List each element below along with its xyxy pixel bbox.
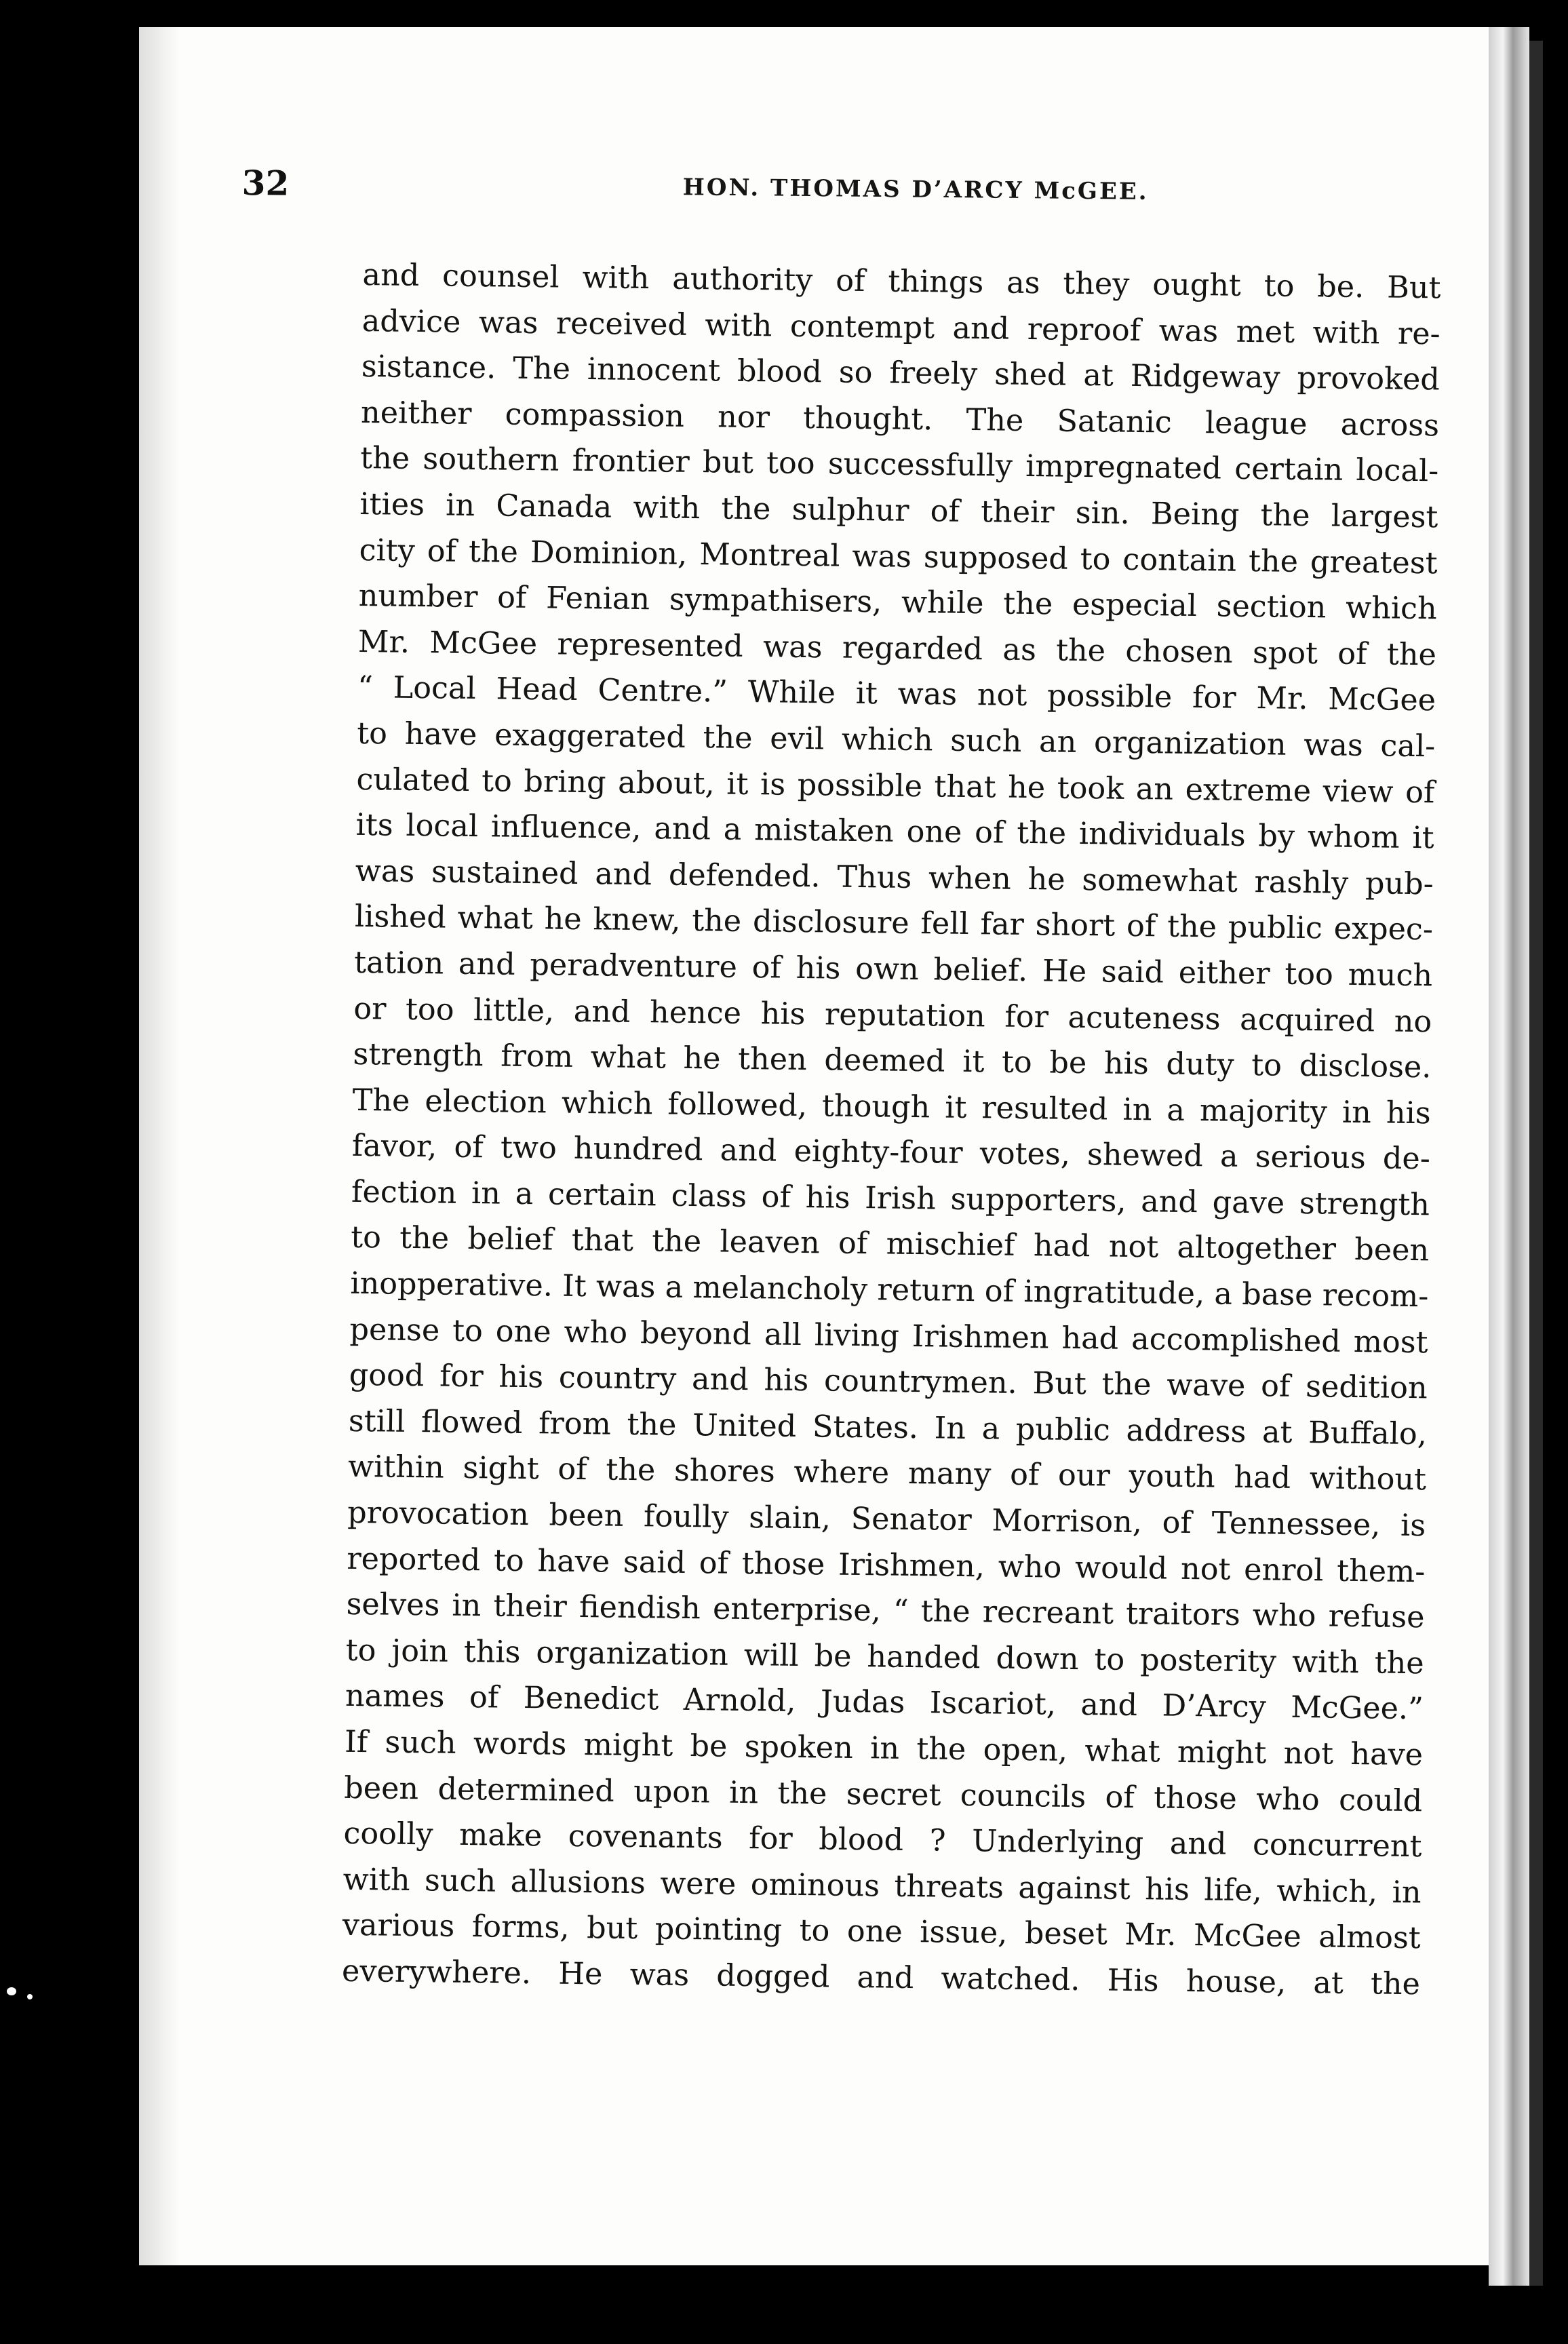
scan-speck xyxy=(7,1987,16,1995)
text-line: names of Benedict Arnold, Judas Iscariot, and D’Arcy McGee.” xyxy=(345,1679,1424,1727)
text-line: number of Fenian sympathisers, while the especial section which xyxy=(358,579,1438,627)
text-line: city of the Dominion, Montreal was supposed to contain the greatest xyxy=(359,532,1438,581)
text-line: ities in Canada with the sulphur of their sin. Being the largest xyxy=(359,486,1438,535)
text-line: was sustained and defended. Thus when he somewhat rashly pub- xyxy=(355,853,1434,902)
text-line: to have exaggerated the evil which such an organization was cal- xyxy=(357,716,1436,764)
text-line: been determined upon in the secret councils of those who could xyxy=(344,1770,1423,1818)
body-text xyxy=(342,252,1441,2008)
text-line: pense to one who beyond all living Irishmen had accomplished most xyxy=(349,1312,1428,1360)
text-line: favor, of two hundred and eighty-four votes, shewed a serious de- xyxy=(351,1129,1431,1177)
page-number: 32 xyxy=(241,163,290,203)
text-line: good for his country and his countrymen. But the wave of sedition xyxy=(349,1358,1428,1406)
text-line: coolly make covenants for blood ? Underlying and concurrent xyxy=(343,1816,1422,1864)
text-line: culated to bring about, it is possible that he took an extreme view of xyxy=(356,762,1435,810)
page-stack-edge xyxy=(1489,27,1529,2286)
text-line: tation and peradventure of his own belief. He said either too much xyxy=(353,945,1433,994)
text-line: advice was received with contempt and reproof was met with re- xyxy=(361,303,1440,352)
text-line: and counsel with authority of things as they ought to be. But xyxy=(362,257,1441,306)
text-line: lished what he knew, the disclosure fell far short of the public expec- xyxy=(354,899,1434,948)
text-line: with such allusions were ominous threats against his life, which, in xyxy=(342,1862,1422,1911)
text-line: within sight of the shores where many of our youth had without xyxy=(347,1449,1427,1498)
text-line: inopperative. It was a melancholy return of ingratitude, a base recom- xyxy=(350,1266,1429,1314)
text-line: strength from what he then deemed it to be his duty to disclose. xyxy=(353,1037,1432,1085)
gutter-shadow xyxy=(139,27,180,2265)
text-line: the southern frontier but too successfully impregnated certain local- xyxy=(359,441,1439,489)
text-line: The election which followed, though it resulted in a majority in his xyxy=(352,1082,1431,1131)
text-line: “ Local Head Centre.” While it was not possible for Mr. McGee xyxy=(357,670,1436,718)
text-line: its local influence, and a mistaken one of the individuals by whom it xyxy=(355,808,1434,856)
text-line: Mr. McGee represented was regarded as the chosen spot of the xyxy=(357,624,1437,673)
text-line: fection in a certain class of his Irish supporters, and gave strength xyxy=(351,1174,1430,1223)
text-line: selves in their fiendish enterprise, “ the recreant traitors who refuse xyxy=(346,1587,1425,1635)
text-line: If such words might be spoken in the open, what might not have xyxy=(344,1724,1424,1773)
text-line: provocation been foully slain, Senator Morrison, of Tennessee, is xyxy=(347,1495,1426,1544)
page-binding-shadow xyxy=(1529,41,1543,2286)
text-line: various forms, but pointing to one issue, beset Mr. McGee almost xyxy=(342,1908,1422,1956)
text-line: to the belief that the leaven of mischief had not altogether been xyxy=(350,1220,1430,1268)
text-line: or too little, and hence his reputation for acuteness acquired no xyxy=(353,991,1432,1039)
scan-speck xyxy=(27,1994,33,1999)
text-line: to join this organization will be handed down to posterity with the xyxy=(345,1633,1425,1681)
running-head: HON. THOMAS D’ARCY McGEE. xyxy=(682,174,1149,206)
text-line: neither compassion nor thought. The Satanic league across xyxy=(360,395,1440,444)
text-line: sistance. The innocent blood so freely shed at Ridgeway provoked xyxy=(361,349,1440,397)
text-line: still flowed from the United States. In a public address at Buffalo, xyxy=(348,1403,1428,1452)
text-line: reported to have said of those Irishmen, who would not enrol them- xyxy=(347,1541,1426,1589)
text-line: everywhere. He was dogged and watched. His house, at the xyxy=(341,1953,1421,2002)
